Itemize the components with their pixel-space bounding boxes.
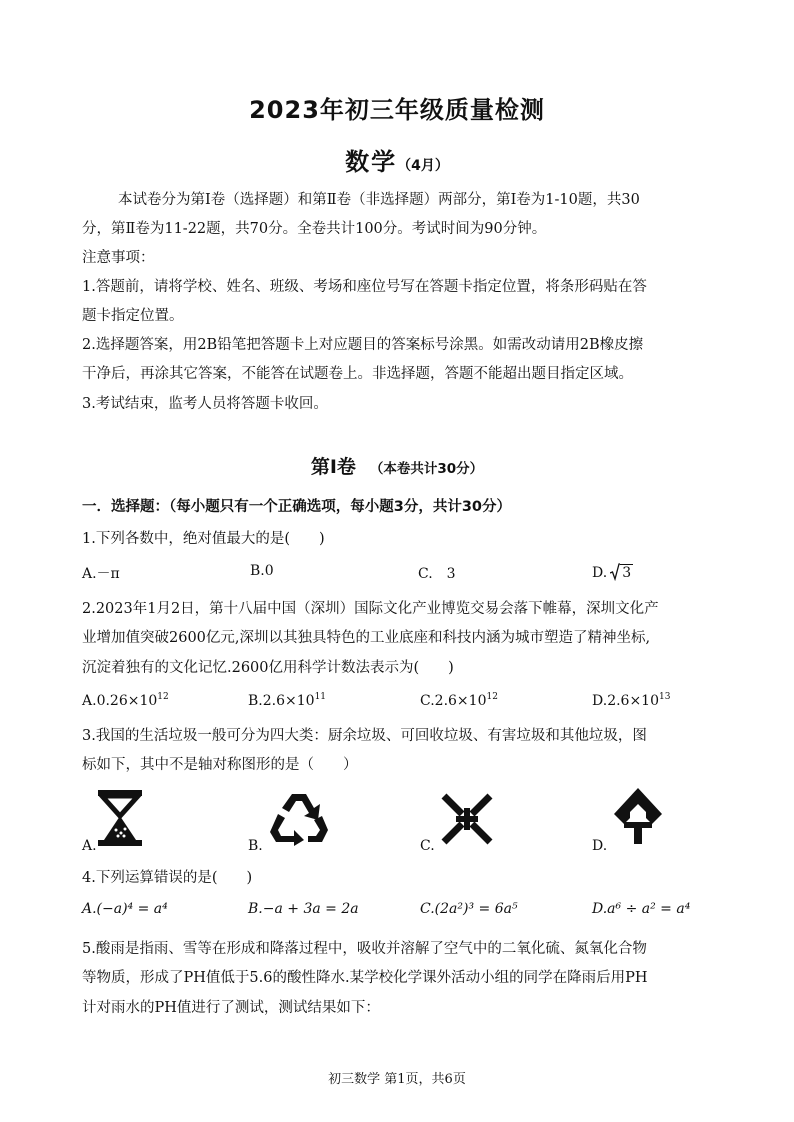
q1-option-d-label: D.	[592, 565, 608, 581]
q2-stem-3: 沉淀着独有的文化记忆.2600亿用科学计数法表示为( )	[82, 660, 454, 676]
q1-option-c: C. 3	[418, 566, 456, 582]
q4-stem: 4.下列运算错误的是( )	[82, 870, 253, 886]
q1-stem: 1.下列各数中，绝对值最大的是( )	[82, 531, 325, 547]
q5-stem-3: 计对雨水的PH值进行了测试，测试结果如下：	[82, 1000, 380, 1016]
exam-month: （4月）	[397, 158, 449, 174]
q3-option-d: D.	[592, 838, 608, 854]
sqrt-radicand: 3	[622, 565, 632, 581]
q2-stem-1: 2.2023年1月2日，第十八届中国（深圳）国际文化产业博览交易会落下帷幕，深圳文化产	[82, 601, 659, 617]
hazardous-waste-icon	[440, 792, 494, 846]
sqrt-radical	[610, 563, 633, 581]
q1-option-a: A.－π	[82, 566, 120, 582]
notice-heading: 注意事项：	[82, 250, 155, 266]
section-name: 第Ⅰ卷	[310, 456, 356, 478]
q3-stem-1: 3.我国的生活垃圾一般可分为四大类：厨余垃圾、可回收垃圾、有害垃圾和其他垃圾，图	[82, 728, 647, 744]
q5-stem-2: 等物质，形成了PH值低于5.6的酸性降水.某学校化学课外活动小组的同学在降雨后用PH	[82, 970, 648, 986]
part-heading: 一．选择题：（每小题只有一个正确选项，每小题3分，共计30分）	[82, 499, 512, 515]
kitchen-waste-icon	[98, 790, 142, 846]
subject-label: 数学	[345, 148, 398, 176]
q4-option-b: B.−a + 3a = 2a	[248, 901, 359, 917]
notice-line-4: 干净后，再涂其它答案，不能答在试题卷上。非选择题，答题不能超出题目指定区域。	[82, 366, 633, 382]
q3-option-b: B.	[248, 838, 263, 854]
q4-option-d: D.a⁶ ÷ a² = a⁴	[592, 901, 691, 917]
q3-option-c: C.	[420, 838, 435, 854]
section-note: （本卷共计30分）	[369, 461, 484, 477]
page-footer: 初三数学 第1页，共6页	[328, 1072, 466, 1087]
q4-option-a: A.(−a)⁴ = a⁴	[82, 901, 168, 917]
q2-option-c: $C.2.6\times 10^{12}$	[420, 692, 498, 709]
intro-line-2: 分，第Ⅱ卷为11-22题，共70分。全卷共计100分。考试时间为90分钟。	[82, 221, 547, 237]
other-waste-icon	[612, 786, 664, 846]
q1-option-d	[592, 563, 633, 581]
notice-line-1: 1.答题前，请将学校、姓名、班级、考场和座位号写在答题卡指定位置，将条形码贴在答	[82, 279, 647, 295]
notice-line-5: 3.考试结束，监考人员将答题卡收回。	[82, 396, 328, 412]
exam-subject	[0, 142, 794, 177]
q2-option-a: $A.0.26\times 10^{12}$	[82, 692, 169, 709]
q2-option-d: $D.2.6\times 10^{13}$	[592, 692, 671, 709]
q1-option-b: B.0	[250, 563, 274, 579]
section-heading	[0, 452, 794, 479]
q2-option-b: $B.2.6\times 10^{11}$	[248, 692, 327, 709]
exam-title: 2023年初三年级质量检测	[249, 96, 545, 124]
intro-line-1: 本试卷分为第Ⅰ卷（选择题）和第Ⅱ卷（非选择题）两部分，第Ⅰ卷为1-10题，共30	[118, 192, 640, 208]
notice-line-3: 2.选择题答案，用2B铅笔把答题卡上对应题目的答案标号涂黑。如需改动请用2B橡皮擦	[82, 337, 644, 353]
q2-stem-2: 业增加值突破2600亿元,深圳以其独具特色的工业底座和科技内涵为城市塑造了精神坐标,	[82, 630, 651, 646]
q3-option-a: A.	[82, 838, 97, 854]
q4-option-c: C.(2a²)³ = 6a⁵	[420, 901, 518, 917]
q5-stem-1: 5.酸雨是指雨、雪等在形成和降落过程中，吸收并溶解了空气中的二氧化硫、氮氧化合物	[82, 941, 647, 957]
q3-stem-2: 标如下，其中不是轴对称图形的是（ ）	[82, 757, 358, 773]
recycle-icon	[268, 790, 330, 846]
notice-line-2: 题卡指定位置。	[82, 308, 184, 324]
